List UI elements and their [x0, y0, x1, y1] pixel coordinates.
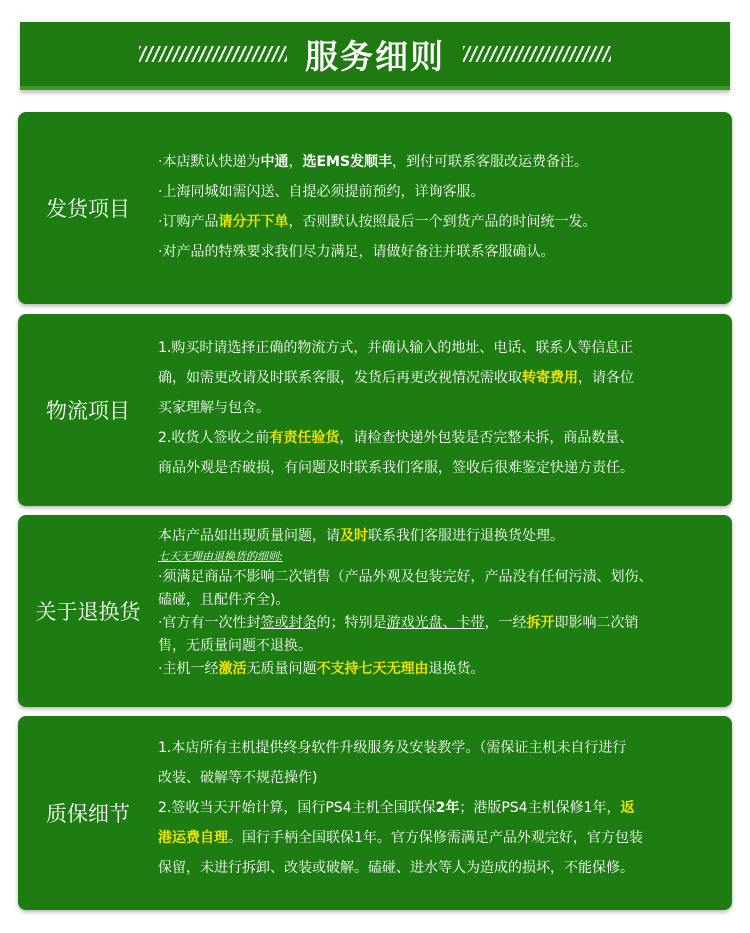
returns-policy-note: 七天无理由退换货的细则: — [158, 550, 283, 563]
text-line: ·订购产品请分开下单，否则默认按照最后一个到货产品的时间统一发。 — [158, 214, 597, 230]
text-line: 1.本店所有主机提供终身软件升级服务及安装教学。（需保证主机未自行进行 — [158, 740, 627, 756]
text-line: 2.签收当天开始计算，国行PS4主机全国联保2年；港版PS4主机保修1年，返 — [158, 800, 635, 816]
text-line: 买家理解与包含。 — [158, 400, 270, 416]
text-line: ·上海同城如需闪送、自提必须提前预约，详询客服。 — [158, 184, 485, 200]
section-content — [158, 333, 720, 483]
text-line: 商品外观是否破损，有问题及时联系我们客服，签收后很难鉴定快递方责任。 — [158, 460, 634, 476]
section-label: 发货项目 — [46, 197, 130, 221]
page-title: 服务细则 — [305, 36, 445, 76]
text-line: ·须满足商品不影响二次销售（产品外观及包装完好，产品没有任何污渍、划伤、 — [158, 569, 653, 585]
returns-section — [18, 515, 732, 707]
text-line: ·官方有一次性封签或封条的；特别是游戏光盘、卡带，一经拆开即影响二次销 — [158, 615, 639, 631]
text-line: ·本店默认快递为中通，选EMS发顺丰，到付可联系客服改运费备注。 — [158, 154, 589, 170]
warranty-section — [18, 716, 732, 910]
section-content — [158, 147, 720, 267]
text-line: 售，无质量问题不退换。 — [158, 638, 312, 654]
section-label: 关于退换货 — [35, 600, 141, 624]
text-line: ·主机一经激活无质量问题不支持七天无理由退换货。 — [158, 661, 485, 677]
section-content — [158, 733, 720, 883]
text-line: 本店产品如出现质量问题，请及时联系我们客服进行退换货处理。 — [158, 528, 564, 544]
text-line: ·对产品的特殊要求我们尽力满足，请做好备注并联系客服确认。 — [158, 244, 555, 260]
text-line: 磕碰，且配件齐全)。 — [158, 592, 290, 608]
text-line: 1.购买时请选择正确的物流方式，并确认输入的地址、电话、联系人等信息正 — [158, 340, 634, 356]
text-line: 2.收货人签收之前有责任验货，请检查快递外包装是否完整未拆，商品数量、 — [158, 430, 634, 446]
decorative-hatch-left — [139, 46, 287, 62]
logistics-section — [18, 314, 732, 506]
section-label: 物流项目 — [46, 399, 130, 423]
decorative-hatch-right — [463, 46, 611, 62]
header-banner — [20, 22, 730, 90]
text-line: 港运费自理。国行手柄全国联保1年。官方保修需满足产品外观完好，官方包装 — [158, 830, 643, 846]
text-line: 改装、破解等不规范操作) — [158, 770, 318, 786]
section-label: 质保细节 — [46, 802, 130, 826]
text-line: 确，如需更改请及时联系客服，发货后再更改视情况需收取转寄费用，请各位 — [158, 370, 634, 386]
shipping-section — [18, 112, 732, 304]
section-content — [158, 525, 720, 681]
text-line: 保留，未进行拆卸、改装或破解。磕碰、进水等人为造成的损坏，不能保修。 — [158, 860, 634, 876]
